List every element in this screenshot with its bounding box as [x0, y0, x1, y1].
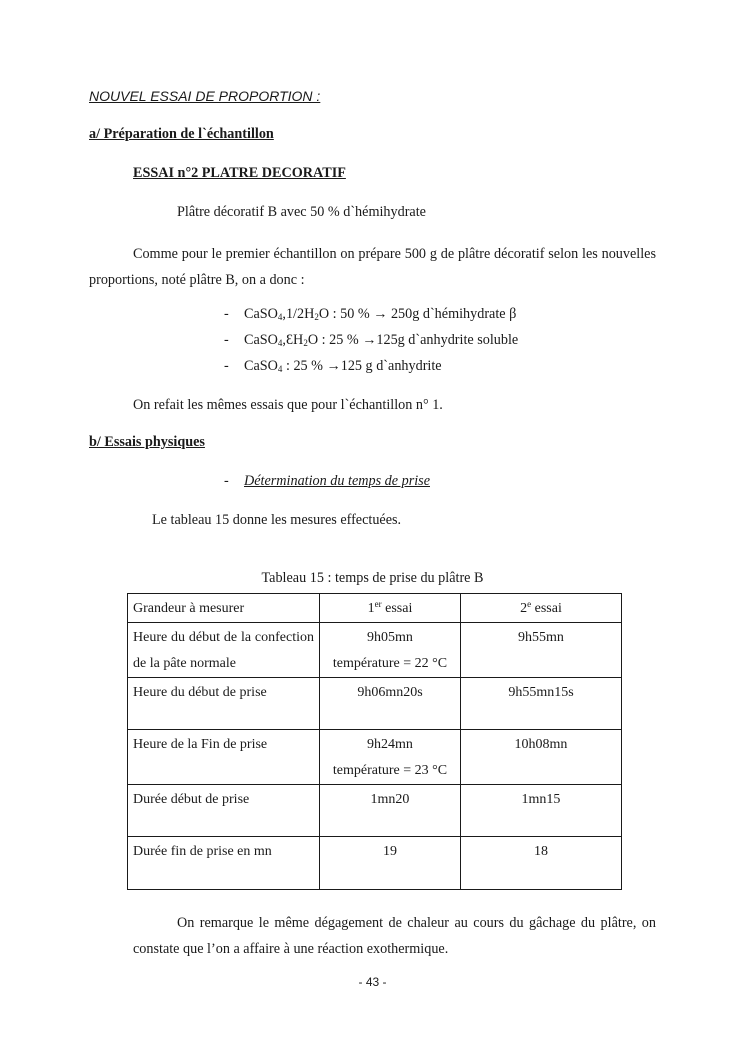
page-heading: NOUVEL ESSAI DE PROPORTION : [89, 88, 321, 104]
header-cell: Grandeur à mesurer [128, 594, 320, 623]
platre-description: Plâtre décoratif B avec 50 % d`hémihydrate [177, 204, 426, 220]
row-label: Heure du début de prise [128, 678, 320, 730]
table-row [128, 785, 622, 837]
bullet-dash: - [224, 332, 229, 348]
table-caption: Tableau 15 : temps de prise du plâtre B [261, 570, 484, 586]
composition-item [244, 332, 518, 349]
conclusion-paragraph: On remarque le même dégagement de chaleur au cours du gâchage du plâtre, on constate que l’on a affaire à une réaction exothermique. [133, 915, 656, 957]
row-label: Durée début de prise [128, 785, 320, 837]
formula-part: ,ƐH [282, 332, 304, 348]
cell-essai-1: 9h06mn20s [320, 678, 461, 730]
formula-subscript: 4 [277, 364, 283, 374]
composition-item [244, 306, 516, 323]
page-number: - 43 - [358, 975, 387, 989]
bullet-dash: - [224, 473, 229, 489]
sub-section-title: Détermination du temps de prise [244, 473, 430, 489]
cell-essai-1: 19 [320, 837, 461, 890]
formula-subscript: 2 [303, 338, 308, 348]
formula-subscript: 4 [277, 312, 283, 322]
formula-part: O : 50 % → 250g d`hémihydrate β [318, 306, 517, 322]
cell-essai-1: 1mn20 [320, 785, 461, 837]
row-label: Heure du début de la confection de la pâte normale [128, 623, 320, 678]
formula-subscript: 2 [314, 312, 319, 322]
section-a-title: a/ Préparation de l`échantillon [89, 126, 274, 142]
formula-part: ,1/2H [282, 306, 315, 322]
formula-part: O : 25 % →125g d`anhydrite soluble [307, 332, 519, 348]
bullet-dash: - [224, 306, 229, 322]
formula-part: : 25 % →125 g d`anhydrite [282, 358, 442, 374]
header-cell: 2e essai [461, 594, 622, 623]
cell-essai-1: 9h05mn température = 22 °C [320, 623, 461, 678]
cell-essai-2: 9h55mn15s [461, 678, 622, 730]
formula-part: CaSO [244, 306, 278, 322]
cell-essai-2: 10h08mn [461, 730, 622, 785]
cell-essai-2: 9h55mn [461, 623, 622, 678]
row-label: Durée fin de prise en mn [128, 837, 320, 890]
intro-paragraph: Comme pour le premier échantillon on prépare 500 g de plâtre décoratif selon les nouvelles proportions, noté plâtre B, on a donc : [89, 246, 656, 288]
table-intro: Le tableau 15 donne les mesures effectuées. [152, 512, 402, 528]
bullet-dash: - [224, 358, 229, 374]
table-row [128, 730, 622, 785]
setting-time-table [127, 593, 622, 890]
cell-essai-2: 18 [461, 837, 622, 890]
table-row [128, 837, 622, 890]
row-label: Heure de la Fin de prise [128, 730, 320, 785]
header-cell: 1er essai [320, 594, 461, 623]
cell-essai-2: 1mn15 [461, 785, 622, 837]
refait-sentence: On refait les mêmes essais que pour l`échantillon n° 1. [133, 397, 443, 413]
formula-part: CaSO [244, 332, 278, 348]
section-b-title: b/ Essais physiques [89, 434, 205, 450]
formula-subscript: 4 [277, 338, 283, 348]
essai-title: ESSAI n°2 PLATRE DECORATIF [133, 165, 346, 181]
cell-essai-1: 9h24mn température = 23 °C [320, 730, 461, 785]
table-header-row [128, 594, 622, 623]
table-row [128, 678, 622, 730]
composition-item [244, 358, 442, 375]
formula-part: CaSO [244, 358, 278, 374]
table-row [128, 623, 622, 678]
